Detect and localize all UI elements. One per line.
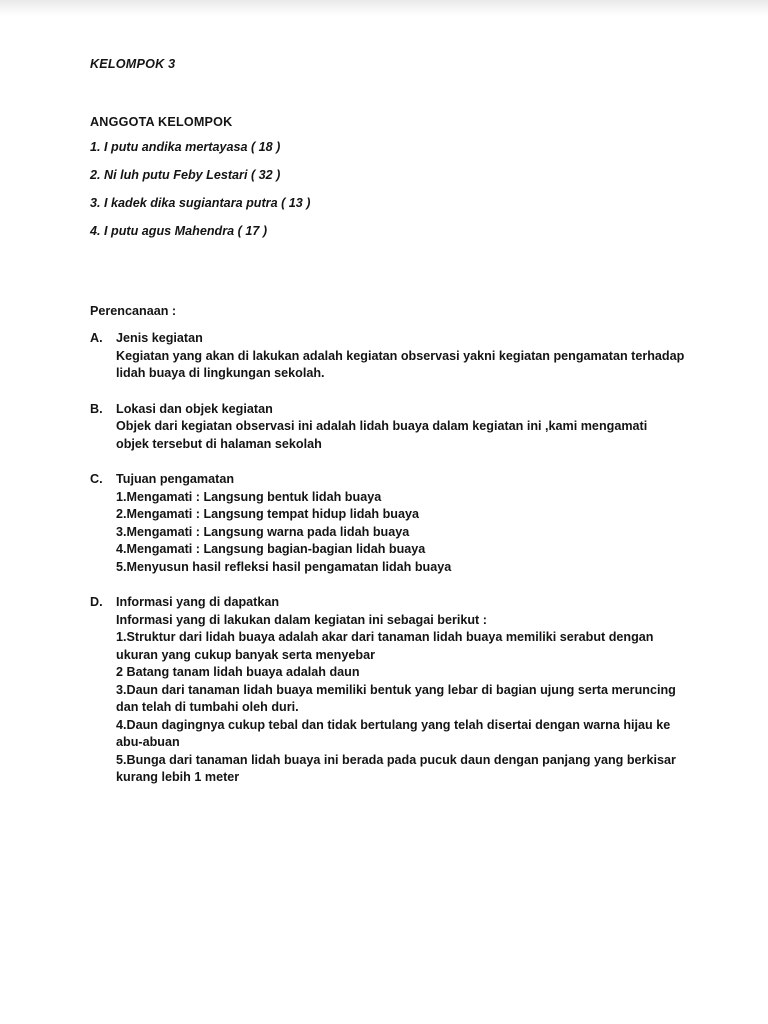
section-line: kurang lebih 1 meter [116, 770, 240, 784]
section-line: Objek dari kegiatan observasi ini adalah lidah buaya dalam kegiatan ini ,kami mengamati [116, 419, 648, 433]
section-line: Informasi yang di lakukan dalam kegiatan ini sebagai berikut : [116, 612, 487, 627]
section-line: 4.Daun dagingnya cukup tebal dan tidak bertulang yang telah disertai dengan warna hijau ke [116, 717, 671, 732]
section-line: dan telah di tumbahi oleh duri. [116, 700, 299, 714]
section-line: 2.Mengamati : Langsung tempat hidup lidah buaya [116, 507, 419, 521]
section-line: 3.Mengamati : Langsung warna pada lidah buaya [116, 524, 410, 539]
section-letter: D. [90, 595, 103, 609]
section-line: 1.Struktur dari lidah buaya adalah akar dari tanaman lidah buaya memiliki serabut dengan [116, 630, 654, 644]
section-body [116, 401, 690, 454]
section-line: 2 Batang tanam lidah buaya adalah daun [116, 665, 360, 679]
plan-sections [90, 330, 690, 787]
section-letter: A. [90, 331, 103, 345]
section-heading: Informasi yang di dapatkan [116, 595, 280, 609]
member-item: 4. I putu agus Mahendra ( 17 ) [90, 224, 268, 238]
section-letter: B. [90, 401, 103, 416]
section-line: 5.Menyusun hasil refleksi hasil pengamatan lidah buaya [116, 559, 452, 574]
section-body [116, 471, 690, 576]
section-letter: C. [90, 472, 103, 486]
section-line: objek tersebut di halaman sekolah [116, 436, 322, 451]
section-heading: Tujuan pengamatan [116, 472, 235, 486]
section-line: ukuran yang cukup banyak serta menyebar [116, 647, 375, 662]
section-line: 1.Mengamati : Langsung bentuk lidah buaya [116, 489, 382, 504]
scan-edge-shadow [0, 0, 768, 16]
member-list [90, 139, 690, 241]
section-line: 3.Daun dari tanaman lidah buaya memiliki bentuk yang lebar di bagian ujung serta meruncing [116, 682, 676, 697]
section-body [116, 594, 690, 787]
section-line: 5.Bunga dari tanaman lidah buaya ini berada pada pucuk daun dengan panjang yang berkisar [116, 752, 676, 767]
section-d [90, 594, 690, 787]
members-heading: ANGGOTA KELOMPOK [90, 114, 233, 129]
section-b [90, 401, 690, 454]
section-a [90, 330, 690, 383]
document-page [90, 56, 690, 805]
document-title: KELOMPOK 3 [90, 57, 176, 71]
section-line: abu-abuan [116, 735, 180, 749]
section-c [90, 471, 690, 576]
section-line: Kegiatan yang akan di lakukan adalah kegiatan observasi yakni kegiatan pengamatan terhadap [116, 348, 685, 363]
member-item: 3. I kadek dika sugiantara putra ( 13 ) [90, 196, 311, 210]
section-heading: Lokasi dan objek kegiatan [116, 401, 273, 416]
section-line: lidah buaya di lingkungan sekolah. [116, 366, 325, 380]
member-item: 1. I putu andika mertayasa ( 18 ) [90, 140, 281, 154]
section-line: 4.Mengamati : Langsung bagian-bagian lidah buaya [116, 542, 426, 556]
section-heading: Jenis kegiatan [116, 331, 203, 345]
plan-heading: Perencanaan : [90, 303, 177, 318]
section-body [116, 330, 690, 383]
member-item: 2. Ni luh putu Feby Lestari ( 32 ) [90, 168, 281, 182]
